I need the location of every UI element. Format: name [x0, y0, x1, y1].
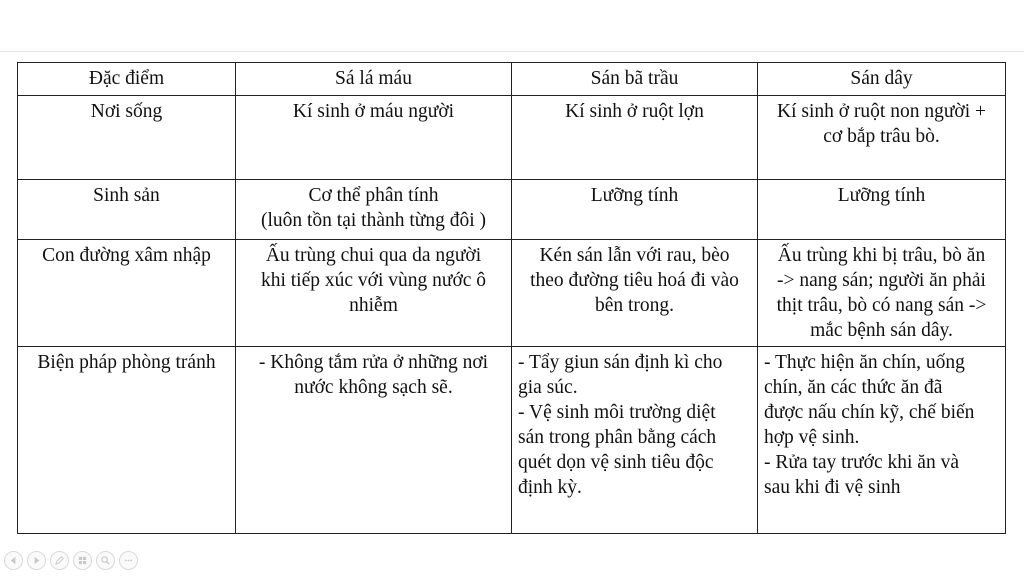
table-row-reproduction: [18, 180, 1006, 240]
comparison-table: [17, 62, 1006, 534]
pen-icon: [54, 555, 65, 566]
cell-route-liver-fluke: Kén sán lẫn với rau, bèo theo đường tiêu hoá đi vào bên trong.: [512, 240, 758, 347]
cell-habitat-liver-fluke: Kí sinh ở ruột lợn: [512, 96, 758, 180]
row-label-infection-route: Con đường xâm nhập: [18, 240, 236, 347]
prev-slide-button[interactable]: [4, 551, 23, 570]
header-blood-fluke: Sá lá máu: [236, 63, 512, 96]
see-all-slides-button[interactable]: [73, 551, 92, 570]
slide-top-rule: [0, 51, 1024, 52]
table-row-habitat: [18, 96, 1006, 180]
table-row-prevention: [18, 347, 1006, 534]
cell-habitat-blood-fluke: Kí sinh ở máu người: [236, 96, 512, 180]
header-liver-fluke: Sán bã trầu: [512, 63, 758, 96]
more-options-button[interactable]: [119, 551, 138, 570]
cell-reproduction-liver-fluke: Lưỡng tính: [512, 180, 758, 240]
more-icon: [123, 555, 134, 566]
cell-prevention-liver-fluke: - Tẩy giun sán định kì cho gia súc. - Vệ sinh môi trường diệt sán trong phân bằng cách quét dọn vệ sinh tiêu độc định kỳ.: [512, 347, 758, 534]
zoom-button[interactable]: [96, 551, 115, 570]
cell-habitat-tapeworm: Kí sinh ở ruột non người + cơ bắp trâu bò.: [758, 96, 1006, 180]
cell-prevention-blood-fluke: - Không tắm rửa ở những nơi nước không sạch sẽ.: [236, 347, 512, 534]
header-feature: Đặc điểm: [18, 63, 236, 96]
cell-reproduction-blood-fluke: Cơ thể phân tính (luôn tồn tại thành từng đôi ): [236, 180, 512, 240]
cell-reproduction-tapeworm: Lưỡng tính: [758, 180, 1006, 240]
row-label-prevention: Biện pháp phòng tránh: [18, 347, 236, 534]
table-row-infection-route: [18, 240, 1006, 347]
row-label-habitat: Nơi sống: [18, 96, 236, 180]
slideshow-toolbar: [4, 551, 138, 570]
slides-icon: [77, 555, 88, 566]
zoom-icon: [100, 555, 111, 566]
next-slide-button[interactable]: [27, 551, 46, 570]
next-icon: [31, 555, 42, 566]
table-header-row: [18, 63, 1006, 96]
header-tapeworm: Sán dây: [758, 63, 1006, 96]
prev-icon: [8, 555, 19, 566]
cell-route-blood-fluke: Ấu trùng chui qua da người khi tiếp xúc với vùng nước ô nhiễm: [236, 240, 512, 347]
cell-prevention-tapeworm: - Thực hiện ăn chín, uống chín, ăn các thức ăn đã được nấu chín kỹ, chế biến hợp vệ sinh. - Rửa tay trước khi ăn và sau khi đi vệ sinh: [758, 347, 1006, 534]
cell-route-tapeworm: Ấu trùng khi bị trâu, bò ăn -> nang sán; người ăn phải thịt trâu, bò có nang sán -> mắc bệnh sán dây.: [758, 240, 1006, 347]
row-label-reproduction: Sinh sản: [18, 180, 236, 240]
pen-button[interactable]: [50, 551, 69, 570]
